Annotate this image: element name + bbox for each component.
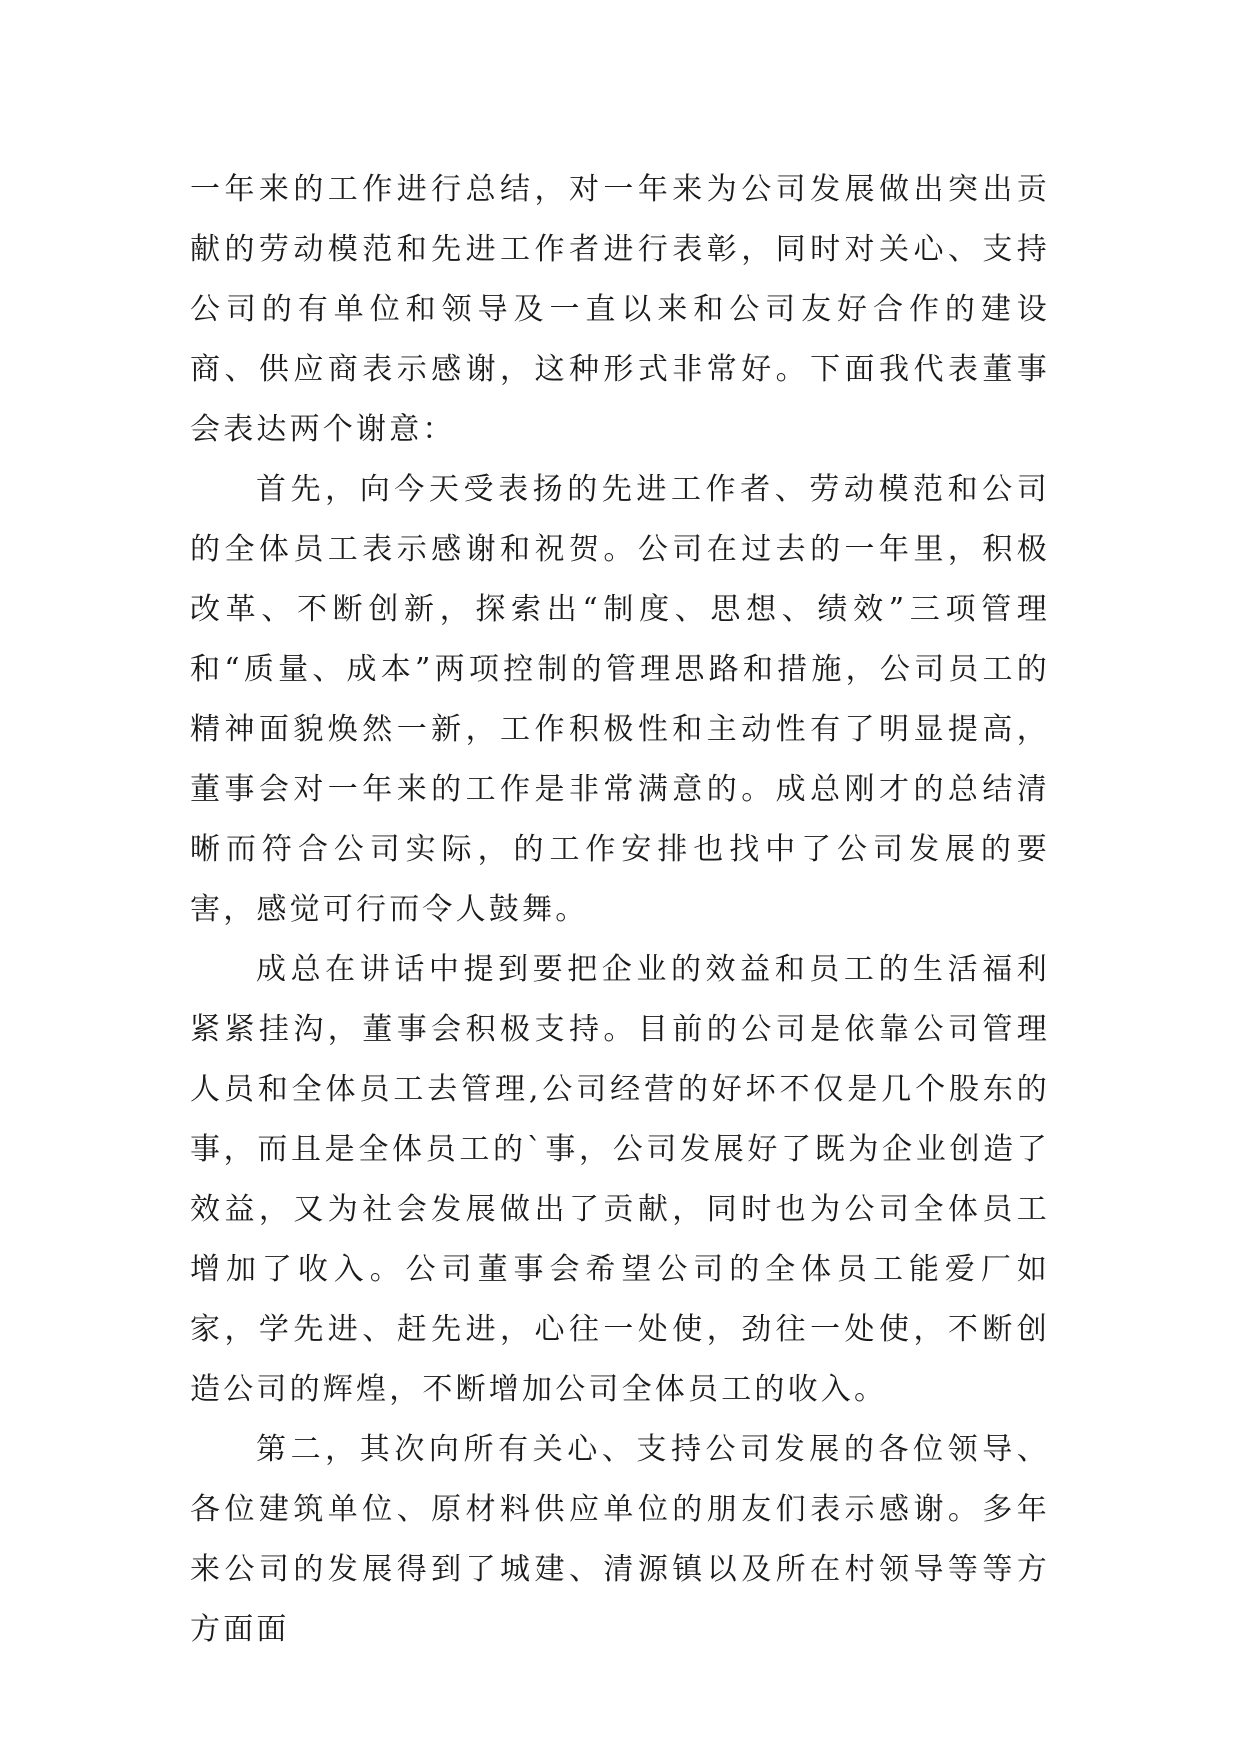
paragraph-1: 一年来的工作进行总结，对一年来为公司发展做出突出贡献的劳动模范和先进工作者进行表彰，同时对关心、支持公司的有单位和领导及一直以来和公司友好合作的建设商、供应商表示感谢，这种形式非常好。下面我代表董事会表达两个谢意：	[190, 172, 1050, 447]
document-body	[190, 160, 1050, 1660]
paragraph-4: 第二，其次向所有关心、支持公司发展的各位领导、各位建筑单位、原材料供应单位的朋友们表示感谢。多年来公司的发展得到了城建、清源镇以及所在村领导等等方方面面	[190, 1432, 1050, 1647]
paragraph-2: 首先，向今天受表扬的先进工作者、劳动模范和公司的全体员工表示感谢和祝贺。公司在过去的一年里，积极改革、不断创新，探索出“制度、思想、绩效”三项管理和“质量、成本”两项控制的管理思路和措施，公司员工的精神面貌焕然一新，工作积极性和主动性有了明显提高，董事会对一年来的工作是非常满意的。成总刚才的总结清晰而符合公司实际，的工作安排也找中了公司发展的要害，感觉可行而令人鼓舞。	[190, 472, 1050, 927]
paragraph-3: 成总在讲话中提到要把企业的效益和员工的生活福利紧紧挂沟，董事会积极支持。目前的公司是依靠公司管理人员和全体员工去管理,公司经营的好坏不仅是几个股东的事，而且是全体员工的`事，公司发展好了既为企业创造了效益，又为社会发展做出了贡献，同时也为公司全体员工增加了收入。公司董事会希望公司的全体员工能爱厂如家，学先进、赶先进，心往一处使，劲往一处使，不断创造公司的辉煌，不断增加公司全体员工的收入。	[190, 952, 1050, 1407]
